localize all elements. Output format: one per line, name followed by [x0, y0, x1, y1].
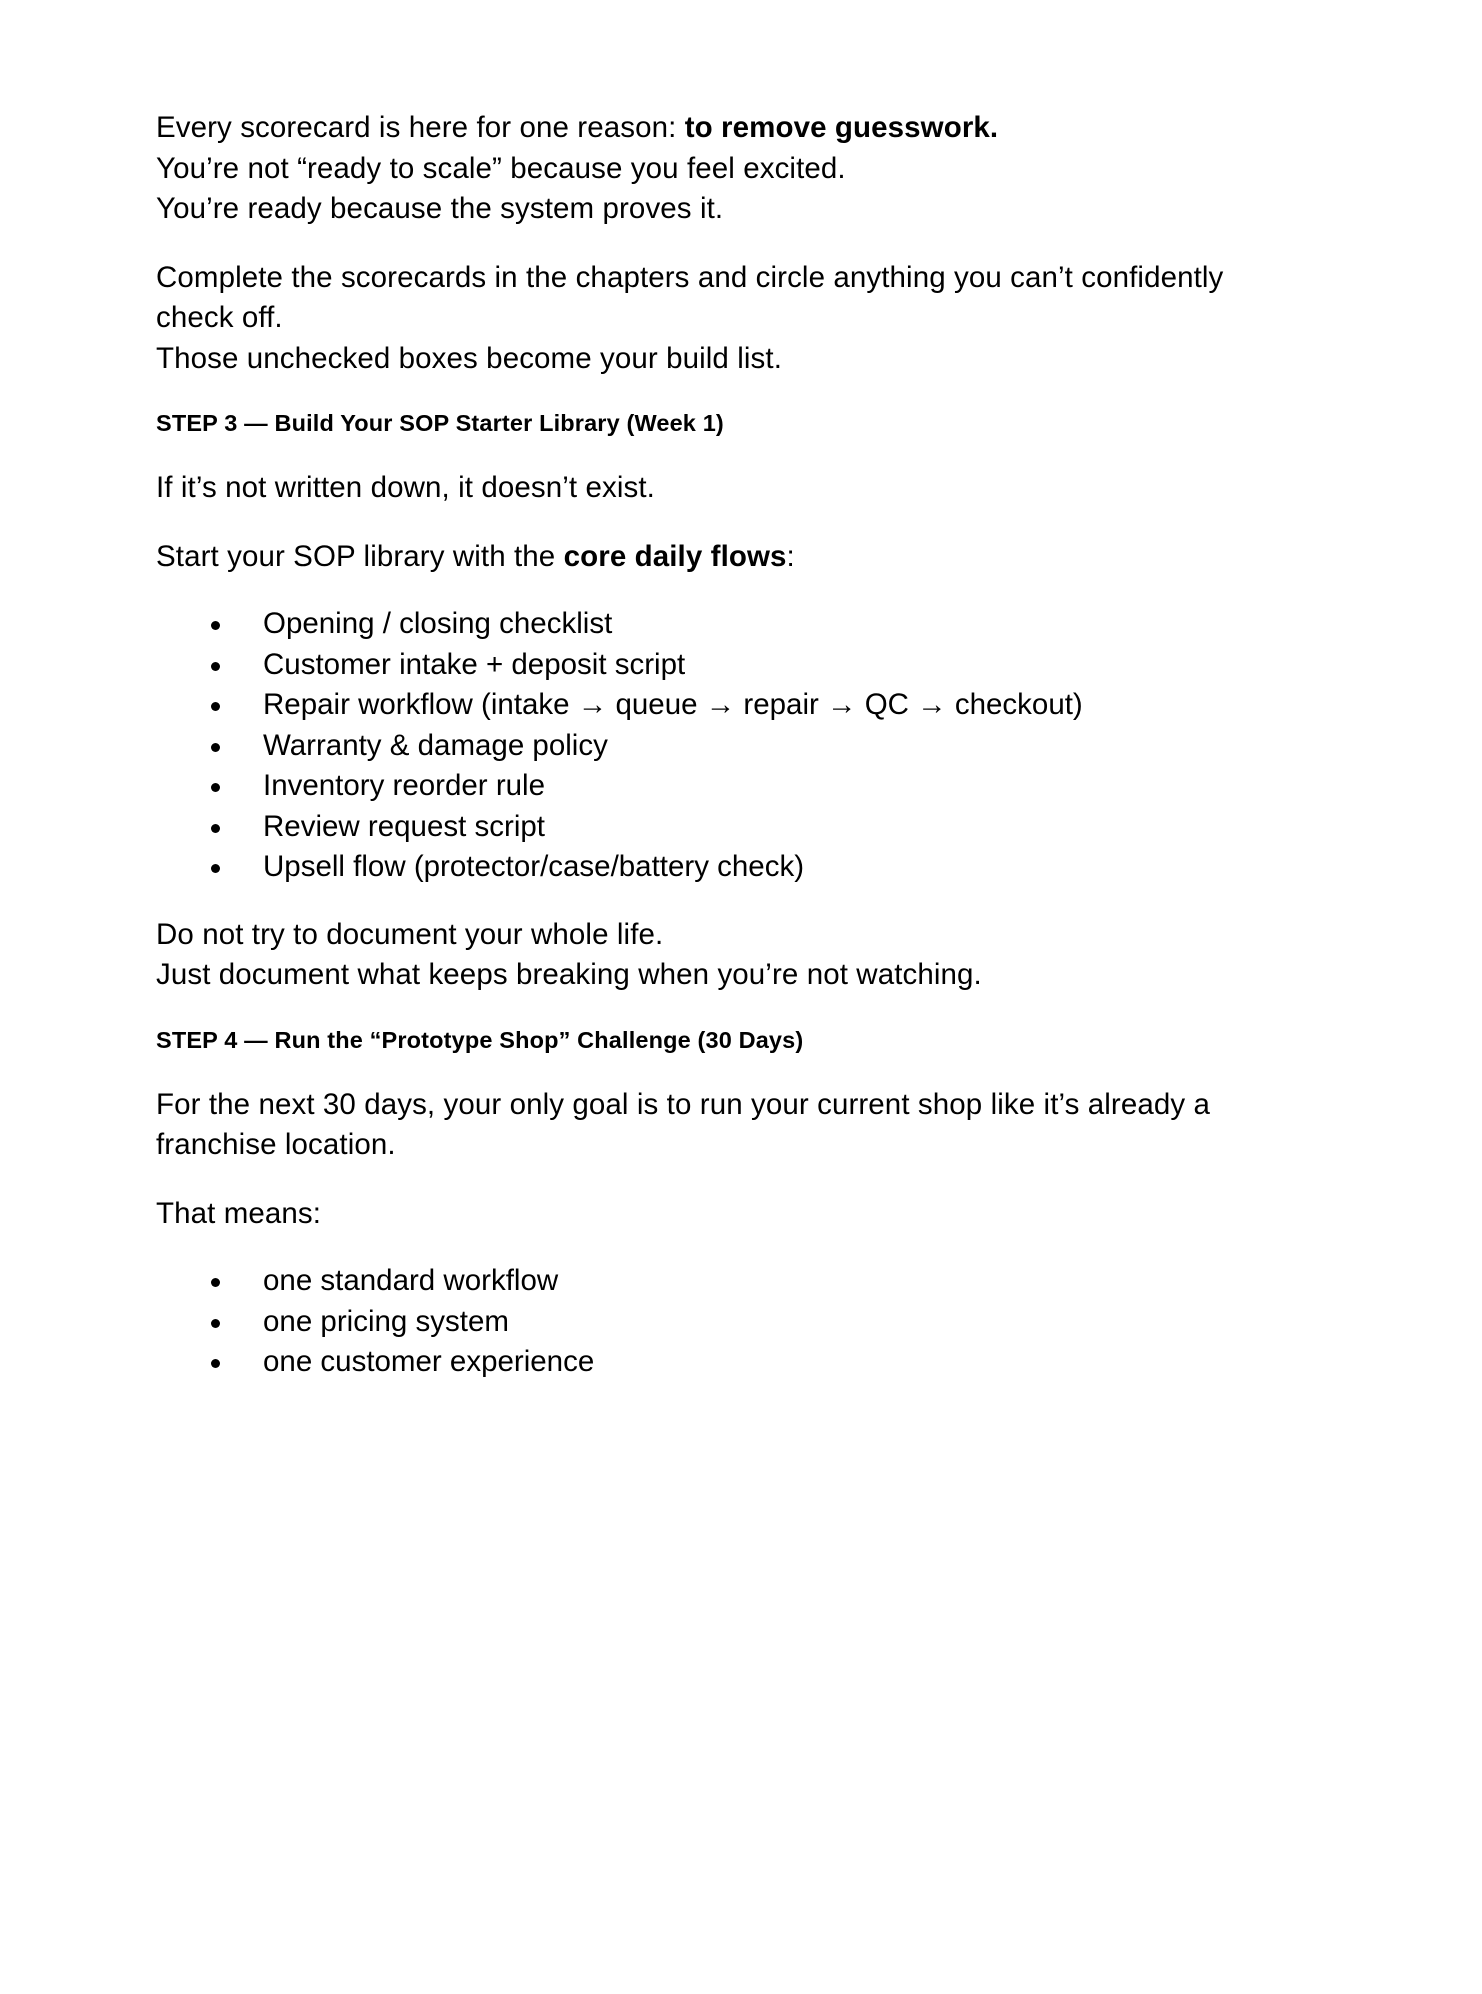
core-daily-flows-list: [156, 604, 1266, 888]
list-item: [156, 1342, 1266, 1383]
bullet-icon: [211, 1278, 220, 1287]
list-item: [156, 645, 1266, 686]
list-item: [156, 685, 1266, 726]
list-item-label: Warranty & damage policy: [263, 728, 608, 762]
spacer: [156, 888, 1266, 915]
list-item: [156, 1261, 1266, 1302]
spacer: [156, 996, 1266, 1025]
spacer: [156, 509, 1266, 537]
sop-library-line-post: :: [786, 539, 795, 573]
spacer: [156, 230, 1266, 258]
thirty-days-paragraph: [156, 1085, 1266, 1166]
bullet-icon: [211, 1359, 220, 1368]
spacer: [156, 1166, 1266, 1194]
list-item-label: one pricing system: [263, 1304, 509, 1338]
document-scope-line-1: Do not try to document your whole life.: [156, 917, 664, 951]
sop-library-line-bold: core daily flows: [563, 539, 787, 573]
bullet-icon: [211, 783, 220, 792]
thirty-days-line-1: For the next 30 days, your only goal is to run your current shop like it’s already a franchise location.: [156, 1087, 1211, 1161]
list-item-label: one standard workflow: [263, 1264, 559, 1297]
list-item: [156, 1302, 1266, 1343]
bullet-icon: [211, 702, 220, 711]
intro-line-1-pre: Every scorecard is here for one reason:: [156, 111, 685, 144]
spacer: [156, 438, 1266, 468]
list-item: [156, 847, 1266, 888]
bullet-icon: [211, 864, 220, 873]
step-4-heading: STEP 4 — Run the “Prototype Shop” Challenge (30 Days): [156, 1026, 804, 1053]
list-item-label: Opening / closing checklist: [263, 607, 613, 640]
scorecards-paragraph: [156, 258, 1266, 380]
intro-paragraph: [156, 108, 1266, 230]
bullet-icon: [211, 621, 220, 630]
sop-library-paragraph: [156, 537, 1266, 578]
sop-library-line-pre: Start your SOP library with the: [156, 539, 564, 573]
spacer: [156, 577, 1266, 604]
spacer: [156, 379, 1266, 408]
list-item: [156, 807, 1266, 848]
scorecards-line-1: Complete the scorecards in the chapters and circle anything you can’t confidently check off.: [156, 260, 1224, 334]
list-item: [156, 726, 1266, 767]
spacer: [156, 1055, 1266, 1085]
document-scope-line-2: Just document what keeps breaking when you’re not watching.: [156, 958, 982, 991]
spacer: [156, 1234, 1266, 1261]
document-body: [156, 108, 1266, 1383]
list-item-label: Upsell flow (protector/case/battery check): [263, 850, 805, 883]
list-item-label: Review request script: [263, 809, 545, 843]
bullet-icon: [211, 824, 220, 833]
bullet-icon: [211, 1319, 220, 1328]
that-means-line-1: That means:: [156, 1196, 322, 1230]
list-item: [156, 604, 1266, 645]
written-down-paragraph: [156, 468, 1266, 509]
bullet-icon: [211, 662, 220, 671]
list-item-label: one customer experience: [263, 1345, 595, 1378]
written-down-line-1: If it’s not written down, it doesn’t exist.: [156, 471, 655, 504]
bullet-icon: [211, 743, 220, 752]
intro-line-1-bold: to remove guesswork.: [684, 111, 999, 144]
list-item: [156, 766, 1266, 807]
document-scope-paragraph: [156, 915, 1266, 996]
intro-line-2: You’re not “ready to scale” because you feel excited.: [156, 151, 846, 185]
that-means-list: [156, 1261, 1266, 1383]
list-item-label: Repair workflow (intake → queue → repair → QC → checkout): [263, 688, 1083, 721]
intro-line-3: You’re ready because the system proves it.: [156, 192, 724, 225]
list-item-label: Inventory reorder rule: [263, 769, 546, 802]
step-3-heading: STEP 3 — Build Your SOP Starter Library (Week 1): [156, 410, 724, 436]
that-means-paragraph: [156, 1194, 1266, 1235]
list-item-label: Customer intake + deposit script: [263, 647, 686, 681]
scorecards-line-2: Those unchecked boxes become your build list.: [156, 341, 782, 375]
